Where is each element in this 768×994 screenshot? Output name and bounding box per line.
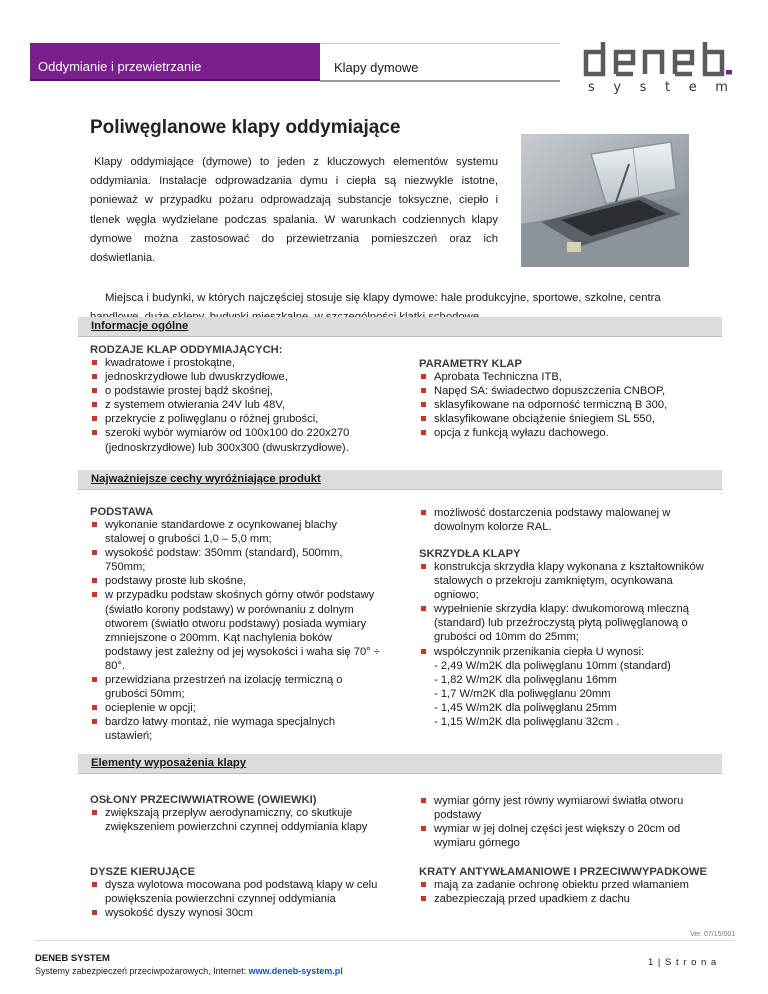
- types-block: [90, 344, 390, 455]
- list-item: wykonanie standardowe z ocynkowanej blachy stalowej o grubości 1,0 – 5,0 mm;: [90, 518, 380, 546]
- logo-letter-d: [586, 52, 603, 74]
- list-item: wypełnienie skrzydła klapy: dwukomorową mleczną (standard) lub przeźroczystą płytą poliwęglanową o grubości od 10mm do 25mm;: [419, 602, 714, 644]
- deneb-logo: [583, 38, 733, 80]
- base-list: [90, 518, 380, 744]
- list-item: przewidziana przestrzeń na izolację termiczną o grubości 50mm;: [90, 673, 380, 701]
- list-item: konstrukcja skrzydła klapy wykonana z kształtowników stalowych o przekroju zamkniętym, ocynkowana ogniowo;: [419, 560, 714, 602]
- section-bar-general: [78, 317, 722, 337]
- nozzles-list: [90, 878, 380, 920]
- smoke-vent-photo: [521, 134, 689, 267]
- list-item: możliwość dostarczenia podstawy malowanej w dowolnym kolorze RAL.: [419, 506, 709, 534]
- list-item: wysokość dyszy wynosi 30cm: [90, 906, 380, 920]
- intro-paragraph: Klapy oddymiające (dymowe) to jeden z kluczowych elementów systemu oddymiania. Instalacje odprowadzania dymu i ciepła są niezwykle istotne, ponieważ w przypadku pożaru odprowadzają substancje toksyczne, ciepło i tlenek węgla wydzielane podczas spalania. W warunkach codziennych klapy dymowe można zastosować do przewietrzania pomieszczeń oraz ich doświetlania.: [90, 156, 498, 265]
- list-item: zwiększają przepływ aerodynamiczny, co skutkuje zwiększeniem powierzchni czynnej oddymiania klapy: [90, 806, 380, 834]
- page-number: 1 | S t r o n a: [648, 957, 718, 968]
- list-item: wymiar górny jest równy wymiarowi światła otworu podstawy: [419, 794, 709, 822]
- list-item: współczynnik przenikania ciepła U wynosi:: [419, 645, 714, 659]
- logo-sub-letter: y: [613, 80, 622, 95]
- nozzles-heading: DYSZE KIERUJĄCE: [90, 866, 196, 878]
- header-tab-label: Oddymianie i przewietrzanie: [38, 59, 202, 74]
- list-item: dysza wylotowa mocowana pod podstawą klapy w celu powiększenia powierzchni czynnej oddymiania: [90, 878, 380, 906]
- logo-sub-letter: t: [665, 80, 671, 95]
- list-item: wysokość podstaw: 350mm (standard), 500mm, 750mm;: [90, 546, 380, 574]
- header-tab-oddymianie: [30, 43, 320, 81]
- list-item: mają za zadanie ochronę obiektu przed włamaniem: [419, 878, 719, 892]
- covers-list: [90, 806, 380, 834]
- grates-list: [419, 878, 719, 906]
- grates-block: [419, 866, 719, 906]
- wing-list: [419, 560, 714, 659]
- logo-letter-e: [616, 52, 633, 74]
- base-extra-block: [419, 506, 709, 534]
- logo-sub-letter: m: [715, 80, 728, 95]
- footer-divider: [35, 940, 735, 941]
- logo-letter-e2: [675, 52, 692, 74]
- wing-block: [419, 548, 714, 729]
- list-item: jednoskrzydłowe lub dwuskrzydłowe,: [90, 370, 390, 384]
- buildings-paragraph: Miejsca i budynki, w których najczęściej stosuje się klapy dymowe: hale produkcyjne, sportowe, szkolne, centra: [105, 292, 661, 304]
- covers-heading: OSŁONY PRZECIWWIATROWE (OWIEWKI): [90, 794, 317, 806]
- params-heading: PARAMETRY KLAP: [419, 358, 522, 370]
- footer-description: [35, 966, 343, 976]
- list-item: Napęd SA: świadectwo dopuszczenia CNBOP,: [419, 384, 709, 398]
- section-title: Elementy wyposażenia klapy: [91, 757, 247, 769]
- logo-letter-n: [645, 52, 662, 74]
- header-tab-klapy: [320, 43, 560, 82]
- base-extra-list: [419, 506, 709, 534]
- section-title: Najważniejsze cechy wyróżniające produkt: [91, 473, 321, 485]
- section-bar-features: [78, 470, 722, 490]
- params-block: [419, 358, 709, 440]
- list-item: ocieplenie w opcji;: [90, 701, 380, 715]
- list-item: sklasyfikowane obciążenie śniegiem SL 550,: [419, 412, 709, 426]
- u-value: - 1,45 W/m2K dla poliwęglanu 25mm: [434, 701, 617, 714]
- u-value: - 1,7 W/m2K dla poliwęglanu 20mm: [434, 687, 611, 700]
- section-bar-equipment: [78, 754, 722, 774]
- u-value: - 1,82 W/m2K dla poliwęglanu 16mm: [434, 673, 617, 686]
- nozzles-block: [90, 866, 380, 920]
- base-block: [90, 506, 380, 744]
- list-item: kwadratowe i prostokątne,: [90, 356, 390, 370]
- grates-heading: KRATY ANTYWŁAMANIOWE I PRZECIWWYPADKOWE: [419, 866, 707, 878]
- logo-accent-mark: [726, 70, 732, 75]
- list-item: szeroki wybór wymiarów od 100x100 do 220x270 (jednoskrzydłowe) lub 300x300 (dwuskrzydłowe).: [90, 426, 390, 454]
- covers-right-list: [419, 794, 709, 850]
- list-item: przekrycie z poliwęglanu o różnej grubości,: [90, 412, 390, 426]
- footer-text: Systemy zabezpieczeń przeciwpożarowych, Internet:: [35, 966, 249, 976]
- logo-sub-letter: s: [639, 80, 647, 95]
- logo-letter-b: [705, 42, 722, 74]
- page-title: Poliwęglanowe klapy oddymiające: [90, 117, 401, 138]
- u-value: - 2,49 W/m2K dla poliwęglanu 10mm (standard): [434, 659, 671, 672]
- list-item: zabezpieczają przed upadkiem z dachu: [419, 892, 719, 906]
- list-item: sklasyfikowane na odporność termiczną B 300,: [419, 398, 709, 412]
- u-values: [419, 659, 714, 729]
- list-item: bardzo łatwy montaż, nie wymaga specjalnych ustawień;: [90, 715, 380, 743]
- list-item: o podstawie prostej bądź skośnej,: [90, 384, 390, 398]
- types-heading: RODZAJE KLAP ODDYMIAJĄCYCH:: [90, 344, 283, 356]
- section-title: Informacje ogólne: [91, 320, 189, 332]
- types-list: [90, 356, 390, 455]
- covers-right-block: [419, 794, 709, 850]
- logo-sub-letter: e: [688, 80, 697, 95]
- version-label: Ver. 07/15/001: [690, 931, 736, 938]
- footer-website-link[interactable]: www.deneb-system.pl: [248, 966, 343, 976]
- footer-company: DENEB SYSTEM: [35, 953, 110, 964]
- params-list: [419, 370, 709, 440]
- covers-block: [90, 794, 380, 834]
- logo-sub-letter: s: [588, 80, 595, 95]
- logo-subtitle: [588, 80, 728, 95]
- list-item: wymiar w jej dolnej części jest większy o 20cm od wymiaru górnego: [419, 822, 709, 850]
- list-item: z systemem otwierania 24V lub 48V,: [90, 398, 390, 412]
- list-item: w przypadku podstaw skośnych górny otwór podstawy (światło korony podstawy) w porównaniu z dolnym otworem (światło otworu podstawy) posiada wymiary zmniejszone o 200mm. Kąt nachylenia boków podstawy jest zależny od jej wysokości i waha się 70° ÷ 80°.: [90, 588, 380, 673]
- u-value: - 1,15 W/m2K dla poliwęglanu 32cm .: [434, 716, 620, 729]
- base-heading: PODSTAWA: [90, 506, 154, 518]
- wing-heading: SKRZYDŁA KLAPY: [419, 548, 521, 560]
- list-item: podstawy proste lub skośne,: [90, 574, 380, 588]
- list-item: Aprobata Techniczna ITB,: [419, 370, 709, 384]
- header-tab-label: Klapy dymowe: [334, 60, 419, 75]
- list-item: opcja z funkcją wyłazu dachowego.: [419, 426, 709, 440]
